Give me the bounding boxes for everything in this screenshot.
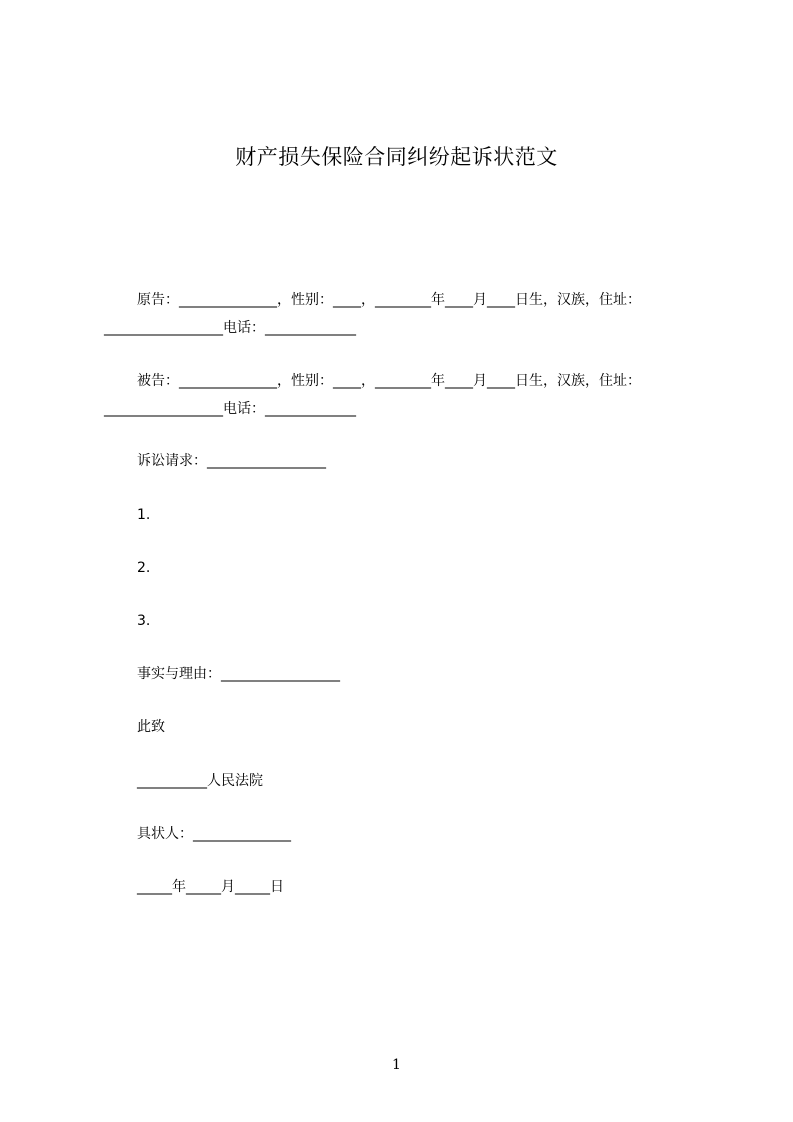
date-line: _____年_____月_____日 xyxy=(137,879,284,895)
claim-item-1: 1. xyxy=(137,507,151,523)
defendant-line-1: 被告：______________，性别：____，________年____月____日生，汉族，住址： xyxy=(137,373,641,389)
page-number: 1 xyxy=(392,1057,401,1073)
document-title: 财产损失保险合同纠纷起诉状范文 xyxy=(235,145,558,169)
defendant-line-2: _________________电话：_____________ xyxy=(104,401,356,417)
signer-line: 具状人：______________ xyxy=(137,826,291,842)
facts-heading: 事实与理由：_________________ xyxy=(137,666,340,682)
plaintiff-line-1: 原告：______________，性别：____，________年____月____日生，汉族，住址： xyxy=(137,292,641,308)
court-line: __________人民法院 xyxy=(137,773,263,789)
claim-item-2: 2. xyxy=(137,560,151,576)
claim-item-3: 3. xyxy=(137,613,151,629)
claims-heading: 诉讼请求：_________________ xyxy=(137,453,326,469)
plaintiff-line-2: _________________电话：_____________ xyxy=(104,320,356,336)
salutation: 此致 xyxy=(137,719,165,735)
